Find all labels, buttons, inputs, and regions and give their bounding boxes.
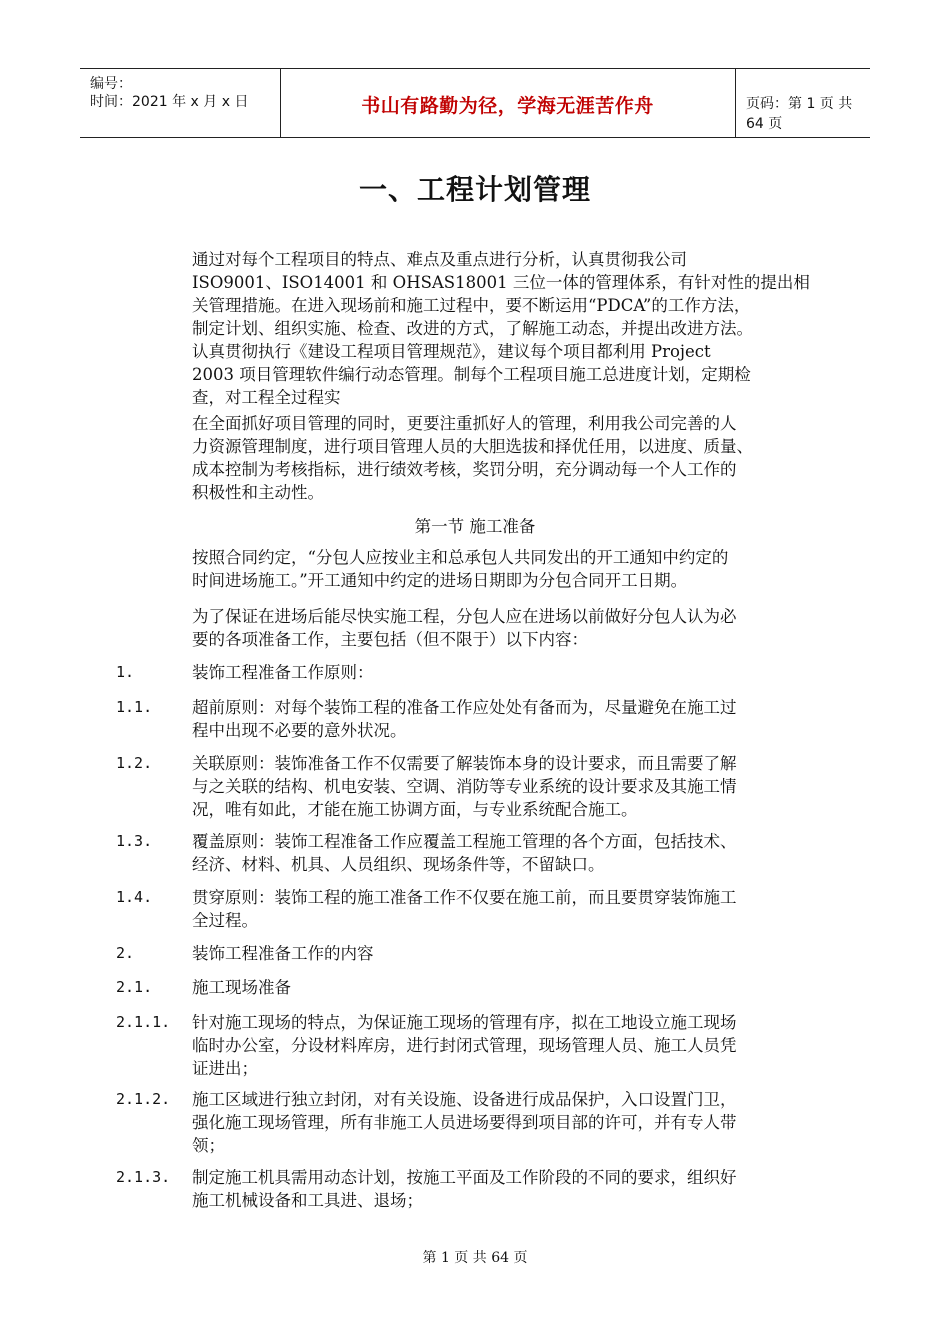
text-line: 制定施工机具需用动态计划，按施工平面及工作阶段的不同的要求，组织好 (192, 1168, 737, 1187)
text-line: 施工机械设备和工具进、退场； (192, 1191, 423, 1210)
text-line: 关管理措施。在进入现场前和施工过程中，要不断运用“PDCA”的工作方法， (192, 296, 751, 315)
list-item-number: 1.1. (116, 698, 153, 716)
text-line: 力资源管理制度，进行项目管理人员的大胆选拔和择优任用，以进度、质量、 (192, 437, 753, 456)
text-line: 领； (192, 1136, 225, 1155)
text-line: 贯穿原则：装饰工程的施工准备工作不仅要在施工前，而且要贯穿装饰施工 (192, 888, 737, 907)
text-line: 证进出； (192, 1059, 258, 1078)
text-line: 制定计划、组织实施、检查、改进的方式，了解施工动态，并提出改进方法。 (192, 319, 753, 338)
section-paragraph-1 (192, 546, 842, 592)
text-line: ISO9001、ISO14001 和 OHSAS18001 三位一体的管理体系，有针对性的提出相 (192, 273, 810, 292)
text-line: 通过对每个工程项目的特点、难点及重点进行分析，认真贯彻我公司 (192, 250, 687, 269)
list-item-number: 2.1. (116, 978, 153, 996)
text-line: 程中出现不必要的意外状况。 (192, 721, 407, 740)
text-line: 装饰工程准备工作原则： (192, 663, 374, 682)
text-line: 况，唯有如此，才能在施工协调方面，与专业系统配合施工。 (192, 800, 638, 819)
header-motto: 书山有路勤为径，学海无涯苦作舟 (361, 95, 654, 117)
document-date-label: 时间：2021 年 x 月 x 日 (90, 94, 249, 110)
text-line: 在全面抓好项目管理的同时，更要注重抓好人的管理，利用我公司完善的人 (192, 414, 737, 433)
text-line: 关联原则：装饰准备工作不仅需要了解装饰本身的设计要求，而且需要了解 (192, 754, 737, 773)
document-number-label: 编号： (90, 76, 132, 92)
list-item-number: 2.1.1. (116, 1013, 171, 1031)
text-line: 按照合同约定，“分包人应按业主和总承包人共同发出的开工通知中约定的 (192, 548, 729, 567)
text-line: 时间进场施工。”开工通知中约定的进场日期即为分包合同开工日期。 (192, 571, 688, 590)
text-line: 全过程。 (192, 911, 258, 930)
text-line: 装饰工程准备工作的内容 (192, 944, 374, 963)
header-page-cell (736, 69, 870, 137)
intro-paragraph-1 (192, 248, 842, 409)
text-line: 针对施工现场的特点，为保证施工现场的管理有序，拟在工地设立施工现场 (192, 1013, 737, 1032)
text-line: 2003 项目管理软件编行动态管理。制每个工程项目施工总进度计划，定期检 (192, 365, 751, 384)
text-line: 超前原则：对每个装饰工程的准备工作应处处有备而为，尽量避免在施工过 (192, 698, 737, 717)
text-line: 为了保证在进场后能尽快实施工程，分包人应在进场以前做好分包人认为必 (192, 607, 737, 626)
text-line: 覆盖原则：装饰工程准备工作应覆盖工程施工管理的各个方面，包括技术、 (192, 832, 737, 851)
text-line: 查，对工程全过程实 (192, 388, 341, 407)
list-item-number: 2. (116, 944, 135, 962)
text-line: 施工区域进行独立封闭，对有关设施、设备进行成品保护，入口设置门卫， (192, 1090, 737, 1109)
text-line: 成本控制为考核指标，进行绩效考核，奖罚分明，充分调动每一个人工作的 (192, 460, 737, 479)
list-item-number: 1.2. (116, 754, 153, 772)
text-line: 要的各项准备工作，主要包括（但不限于）以下内容： (192, 630, 588, 649)
header-page-info: 页码：第 1 页 共 64 页 (746, 96, 853, 132)
page-title: 一、工程计划管理 (358, 173, 591, 206)
text-line: 强化施工现场管理，所有非施工人员进场要得到项目部的许可，并有专人带 (192, 1113, 737, 1132)
intro-paragraph-2 (192, 412, 842, 504)
section-paragraph-2 (192, 605, 842, 651)
text-line: 施工现场准备 (192, 978, 291, 997)
section-title: 第一节 施工准备 (414, 517, 536, 536)
text-line: 积极性和主动性。 (192, 483, 324, 502)
list-item-number: 2.1.2. (116, 1090, 171, 1108)
header-motto-cell (280, 69, 736, 137)
text-line: 经济、材料、机具、人员组织、现场条件等，不留缺口。 (192, 855, 605, 874)
list-item-number: 2.1.3. (116, 1168, 171, 1186)
list-item-number: 1.4. (116, 888, 153, 906)
page-footer: 第 1 页 共 64 页 (422, 1250, 528, 1266)
list-item-number: 1.3. (116, 832, 153, 850)
document-header (80, 68, 870, 138)
text-line: 临时办公室，分设材料库房，进行封闭式管理，现场管理人员、施工人员凭 (192, 1036, 737, 1055)
list-item-number: 1. (116, 663, 135, 681)
text-line: 认真贯彻执行《建设工程项目管理规范》，建议每个项目都利用 Project (192, 342, 711, 361)
header-info-cell (80, 69, 281, 137)
text-line: 与之关联的结构、机电安装、空调、消防等专业系统的设计要求及其施工情 (192, 777, 737, 796)
